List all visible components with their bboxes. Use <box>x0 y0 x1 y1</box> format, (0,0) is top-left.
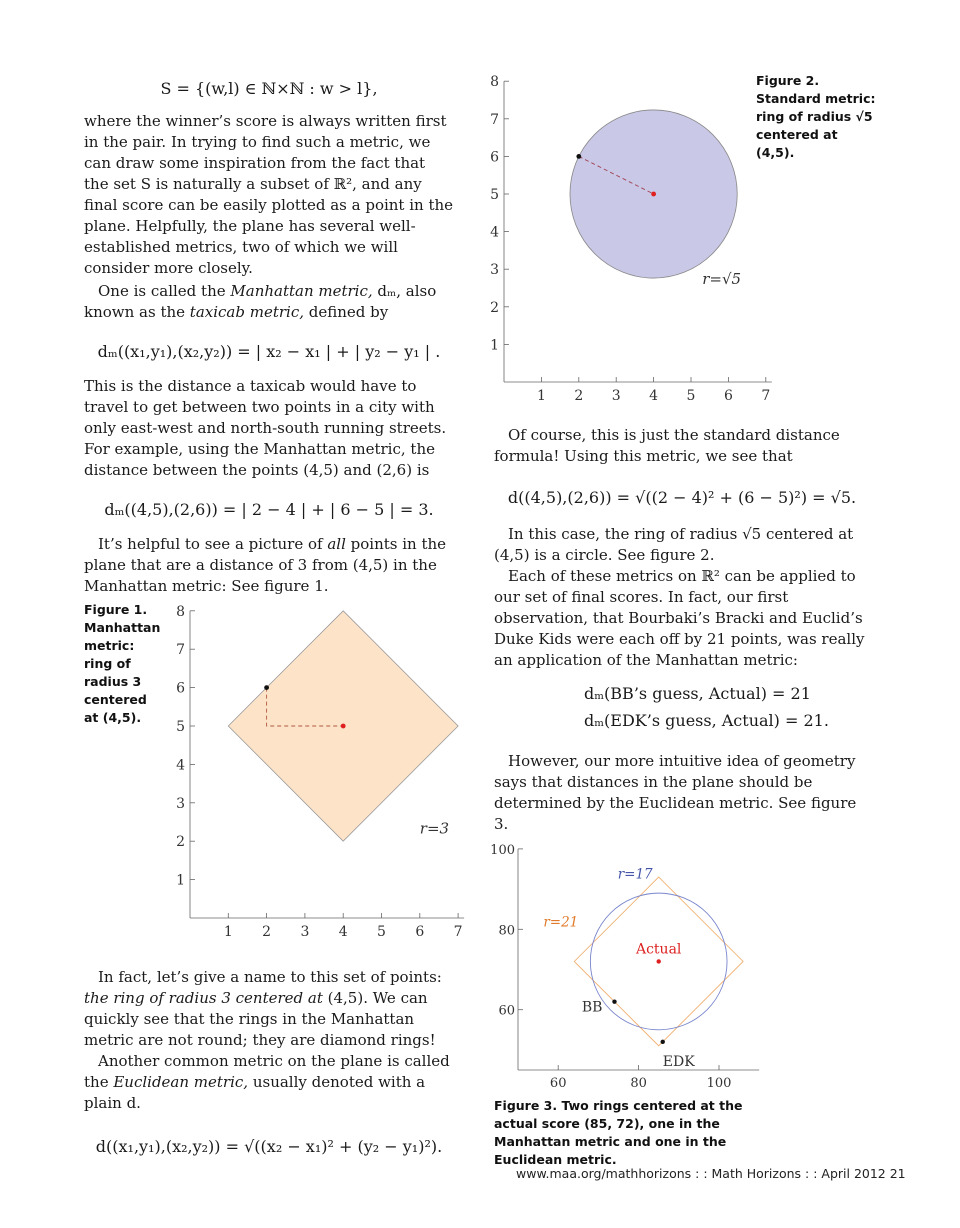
y-tick-label: 3 <box>490 262 499 279</box>
paragraph-1: where the winner’s score is always written first in the pair. In trying to find such a metric, we can draw some inspiration from the fact that the set S is naturally a subset of ℝ², and any final score can be easily plotted as a point in the plane. Helpfully, the plane has several well-established metrics, two of which we will consider more closely. <box>84 112 454 277</box>
y-tick-label: 1 <box>176 872 185 889</box>
y-tick-label: 2 <box>490 299 499 316</box>
radius-label: r=3 <box>419 819 450 838</box>
x-tick-label: 2 <box>574 388 584 404</box>
paragraph-6: Another common metric on the plane is called the Euclidean metric, usually denoted with a plain d. <box>84 1052 450 1112</box>
euclid-example-equation: d((4,5),(2,6)) = √((2 − 4)² + (6 − 5)²) = √5. <box>507 488 857 507</box>
right-paragraph-2: In this case, the ring of radius √5 centered at (4,5) is a circle. See figure 2. <box>494 525 854 564</box>
figure-2-caption: Figure 2. Standard metric: ring of radius √5 centered at (4,5). <box>756 73 876 160</box>
right-paragraph-3: Each of these metrics on ℝ² can be applied to our set of final scores. In fact, our first observation, that Bourbaki’s Bracki and Euclid’s Duke Kids were each off by 21 points, was really an application of the Manhattan metric: <box>494 567 865 669</box>
point-edk <box>661 1040 665 1044</box>
set-equation: S = {(w,l) ∈ ℕ×ℕ : w > l}, <box>160 79 378 98</box>
figure-2-chart <box>490 76 780 406</box>
y-tick-label: 60 <box>498 1003 515 1019</box>
figure-3-chart <box>490 818 790 1093</box>
y-tick-label: 2 <box>176 834 185 851</box>
y-tick-label: 6 <box>176 680 185 697</box>
euclid-radius-label: r=17 <box>617 866 653 883</box>
x-tick-label: 4 <box>338 924 348 940</box>
y-tick-label: 8 <box>490 74 499 91</box>
point-2-6 <box>576 154 581 159</box>
point-2-6 <box>264 685 269 690</box>
x-tick-label: 3 <box>611 388 621 404</box>
left-column-lower <box>84 967 454 1157</box>
point-label-bb: BB <box>581 999 603 1016</box>
point-label-edk: EDK <box>662 1053 695 1070</box>
y-tick-label: 3 <box>176 795 185 812</box>
y-tick-label: 5 <box>176 719 185 735</box>
x-tick-label: 80 <box>630 1076 647 1091</box>
y-tick-label: 80 <box>498 923 515 939</box>
manhattan-example-equation: dₘ((4,5),(2,6)) = | 2 − 4 | + | 6 − 5 | = 3. <box>104 500 434 519</box>
x-tick-label: 6 <box>723 388 733 404</box>
y-tick-label: 6 <box>490 149 499 166</box>
figure-3-caption: Figure 3. Two rings centered at the actual score (85, 72), one in the Manhattan metric and one in the Euclidean metric. <box>494 1098 743 1167</box>
x-tick-label: 60 <box>549 1076 567 1091</box>
center-point <box>651 192 656 197</box>
right-paragraph-4: However, our more intuitive idea of geometry says that distances in the plane should be determined by the Euclidean metric. See figure 3. <box>494 752 857 833</box>
y-tick-label: 7 <box>490 111 499 128</box>
point-actual <box>657 959 661 963</box>
radius-label: r=√5 <box>702 270 742 289</box>
edk-guess-equation: dₘ(EDK’s guess, Actual) = 21. <box>584 711 829 730</box>
x-tick-label: 4 <box>649 388 659 404</box>
y-tick-label: 4 <box>490 224 499 241</box>
y-tick-label: 7 <box>176 642 185 659</box>
manhattan-equation: dₘ((x₁,y₁),(x₂,y₂)) = | x₂ − x₁ | + | y₂ − y₁ | . <box>97 342 441 361</box>
paragraph-2: One is called the Manhattan metric, dₘ, also known as the taxicab metric, defined by <box>84 282 437 321</box>
x-tick-label: 3 <box>300 924 310 940</box>
x-tick-label: 5 <box>377 924 386 940</box>
figure-1-chart <box>176 600 470 940</box>
paragraph-5: In fact, let’s give a name to this set of points: the ring of radius 3 centered at (4,5). We can quickly see that the rings in the Manhattan metric are not round; they are diamond rings! <box>84 968 442 1049</box>
x-tick-label: 1 <box>536 388 546 404</box>
point-label-actual: Actual <box>635 941 682 958</box>
x-tick-label: 1 <box>223 924 233 940</box>
y-tick-label: 4 <box>176 757 185 774</box>
point-bb <box>612 999 616 1003</box>
y-tick-label: 5 <box>490 187 499 203</box>
x-tick-label: 6 <box>415 924 425 940</box>
bb-guess-equation: dₘ(BB’s guess, Actual) = 21 <box>584 684 811 703</box>
y-tick-label: 1 <box>490 337 499 354</box>
paragraph-3: This is the distance a taxicab would have to travel to get between two points in a city with only east-west and north-south running streets. For example, using the Manhattan metric, the distance between the points (4,5) and (2,6) is <box>84 377 447 479</box>
figure-1-caption: Figure 1. Manhattan metric: ring of radius 3 centered at (4,5). <box>84 602 161 725</box>
left-column <box>84 78 454 597</box>
y-tick-label: 100 <box>490 842 515 858</box>
euclidean-equation: d((x₁,y₁),(x₂,y₂)) = √((x₂ − x₁)² + (y₂ − y₁)²). <box>95 1137 443 1156</box>
x-tick-label: 5 <box>686 388 696 404</box>
x-tick-label: 7 <box>761 388 771 404</box>
x-tick-label: 2 <box>262 924 272 940</box>
x-tick-label: 100 <box>706 1076 732 1091</box>
right-column <box>494 425 870 835</box>
page-footer: www.maa.org/mathhorizons : : Math Horizons : : April 2012 21 <box>516 1166 906 1181</box>
paragraph-4: It’s helpful to see a picture of all points in the plane that are a distance of 3 from (4,5) in the Manhattan metric: See figure 1. <box>84 535 447 595</box>
y-tick-label: 8 <box>176 603 185 620</box>
manhattan-radius-label: r=21 <box>543 914 579 931</box>
x-tick-label: 7 <box>453 924 463 940</box>
right-paragraph-1: Of course, this is just the standard distance formula! Using this metric, we see that <box>494 426 840 465</box>
center-point <box>341 724 346 729</box>
